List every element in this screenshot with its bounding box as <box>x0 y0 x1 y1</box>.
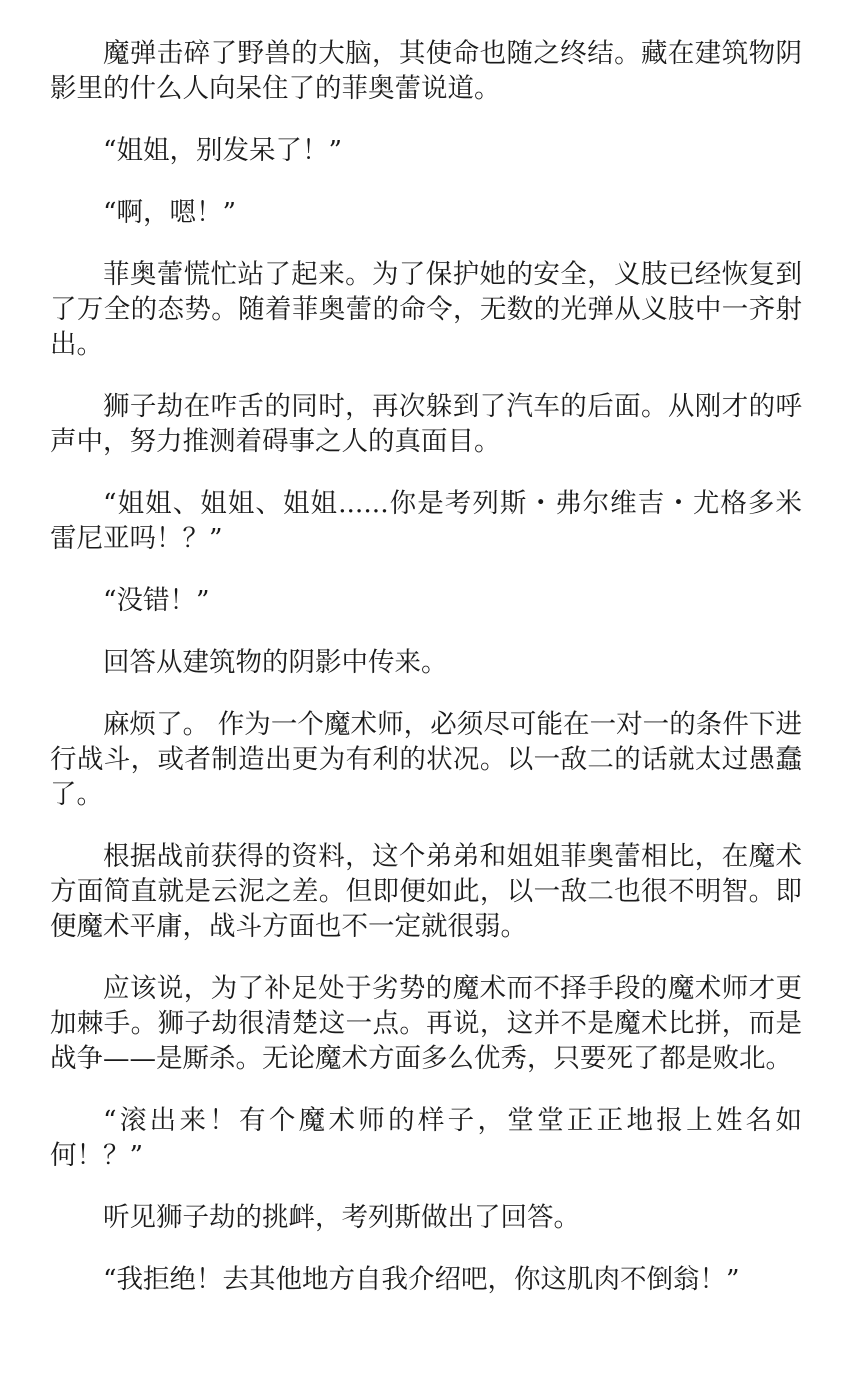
paragraph-5: 狮子劫在咋舌的同时，再次躲到了汽车的后面。从刚才的呼声中，努力推测着碍事之人的真面目。 <box>50 391 802 457</box>
paragraph-13: 听见狮子劫的挑衅，考列斯做出了回答。 <box>103 1202 580 1233</box>
paragraph-6: “姐姐、姐姐、姐姐......你是考列斯・弗尔维吉・尤格多米雷尼亚吗！？” <box>50 488 802 554</box>
paragraph-2: “姐姐，别发呆了！” <box>103 135 343 166</box>
paragraph-4: 菲奥蕾慌忙站了起来。为了保护她的安全，义肢已经恢复到了万全的态势。随着菲奥蕾的命令，无数的光弹从义肢中一齐射出。 <box>50 259 802 360</box>
paragraph-12: “滚出来！有个魔术师的样子，堂堂正正地报上姓名如何！？” <box>50 1105 802 1171</box>
paragraph-9: 麻烦了。 作为一个魔术师，必须尽可能在一对一的条件下进行战斗，或者制造出更为有利的状况。以一敌二的话就太过愚蠢了。 <box>50 709 802 810</box>
paragraph-1: 魔弹击碎了野兽的大脑，其使命也随之终结。藏在建筑物阴影里的什么人向呆住了的菲奥蕾说道。 <box>50 38 802 104</box>
paragraph-8: 回答从建筑物的阴影中传来。 <box>103 647 448 678</box>
paragraph-14: “我拒绝！去其他地方自我介绍吧，你这肌肉不倒翁！” <box>103 1264 740 1295</box>
document-page <box>50 36 802 1324</box>
paragraph-7: “没错！” <box>103 585 210 616</box>
paragraph-10: 根据战前获得的资料，这个弟弟和姐姐菲奥蕾相比，在魔术方面简直就是云泥之差。但即便如此，以一敌二也很不明智。即便魔术平庸，战斗方面也不一定就很弱。 <box>50 841 802 942</box>
paragraph-3: “啊，嗯！” <box>103 197 237 228</box>
paragraph-11: 应该说，为了补足处于劣势的魔术而不择手段的魔术师才更加棘手。狮子劫很清楚这一点。再说，这并不是魔术比拼，而是战争——是厮杀。无论魔术方面多么优秀，只要死了都是败北。 <box>50 973 802 1074</box>
